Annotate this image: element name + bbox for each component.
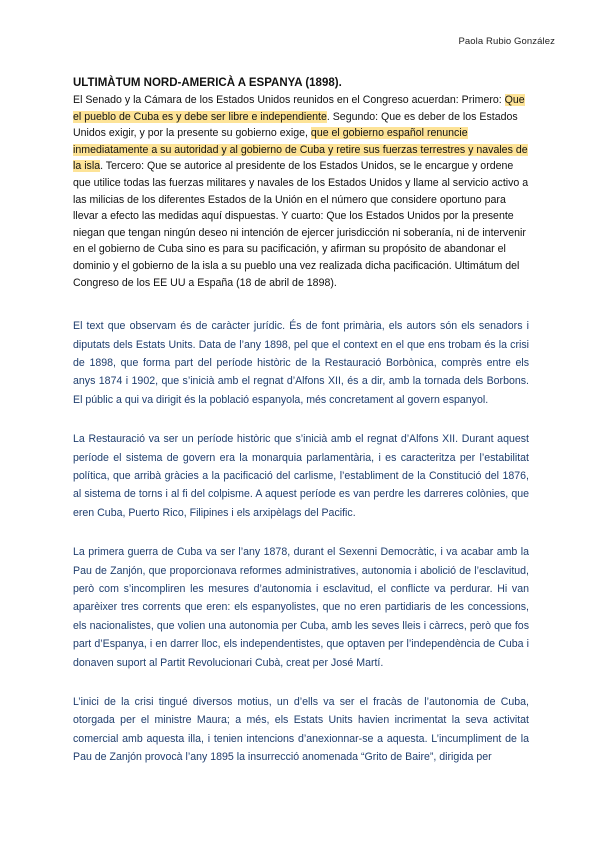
source-text-segment: . Segundo: Que es deber de los Estados Unidos exigir, y por la presente su gobierno exige, [73,110,518,140]
document-title: ULTIMÀTUM NORD-AMERICÀ A ESPANYA (1898). [73,77,342,89]
commentary-paragraph: El text que observam és de caràcter jurídic. És de font primària, els autors són els senadors i diputats dels Estats Units. Data de l’any 1898, pel que el context en el que ens trobam és la crisi de 1898, que forma part del període històric de la Restauració Borbònica, comprès entre els anys 1874 i 1902, que s’inicià amb el regnat d’Alfons XII, és a dir, amb la tornada dels Borbons. El públic a qui va dirigit és la població espanyola, més concretament al govern espanyol. [73,320,529,406]
author-name: Paola Rubio González [458,36,555,47]
highlighted-text: Que el pueblo de Cuba es y debe ser libre e independiente [73,94,525,123]
source-text-segment: . Tercero: Que se autorice al presidente de los Estados Unidos, se le encargue y ordene que utilice todas las fuerzas militares y navales de los Estados Unidos y llame al servicio activo a las milicias de los diferentes Estados de la Unión en el número que considere oportuno para llevar a efecto las medidas aquí dispuestas. Y cuarto: Que los Estados Unidos por la presente niegan que tengan ningún deseo ni intención de ejercer jurisdicción ni soberanía, ni de intervenir en el gobierno de Cuba sino es para su pacificación, y afirman su propósito de abandonar el dominio y el gobierno de la isla a su pueblo una vez realizada dicha pacificación. Ultimátum del Congreso de los EE UU a España (18 de abril de 1898). [73,160,529,289]
document-body [73,74,529,767]
commentary-paragraph: La Restauració va ser un període històric que s’inicià amb el regnat d’Alfons XII. Durant aquest període el sistema de govern era la monarquia parlamentària, i es caracteritza per l’estabilitat política, que arribà gràcies a la pacificació del carlisme, l’establiment de la Constitució del 1876, al sistema de torns i al fi del colpisme. A aquest període es van perdre les darreres colònies, que eren Cuba, Puerto Rico, Filipines i els arxipèlags del Pacific. [73,433,529,519]
commentary-paragraph: L’inici de la crisi tingué diversos motius, un d’ells va ser el fracàs de l’autonomia de Cuba, otorgada per el ministre Maura; a més, els Estats Units havien incrimentat la seva activitat comercial amb aquesta illa, i tenien intencions d’anexionnar-se a aquesta. L’incumpliment de la Pau de Zanjón provocà l’any 1895 la insurrecció anomenada “Grito de Baire”, dirigida per [73,696,529,764]
source-text [73,92,529,291]
commentary-paragraph: La primera guerra de Cuba va ser l’any 1878, durant el Sexenni Democràtic, i va acabar amb la Pau de Zanjón, que proporcionava reformes administratives, autonomia i abolició de l’esclavitud, però com s’incompliren les mesures d’autonomia i esclavitud, el conflicte va perdurar. Hi van aparèixer tres corrents que eren: els espanyolistes, que no eren partidiaris de les concessions, els nacionalistes, que volien una autonomia per Cuba, amb les seves lleis i càrrecs, però que fos part d’Espanya, i en darrer lloc, els independentistes, que optaven per l’independència de Cuba i donaven suport al Partit Revolucionari Cubà, creat per José Martí. [73,546,529,669]
highlighted-text: que el gobierno español renuncie inmediatamente a su autoridad y al gobierno de Cuba y retire sus fuerzas terrestres y navales de la isla [73,127,528,173]
source-text-segment: El Senado y la Cámara de los Estados Unidos reunidos en el Congreso acuerdan: Primero: [73,94,505,106]
